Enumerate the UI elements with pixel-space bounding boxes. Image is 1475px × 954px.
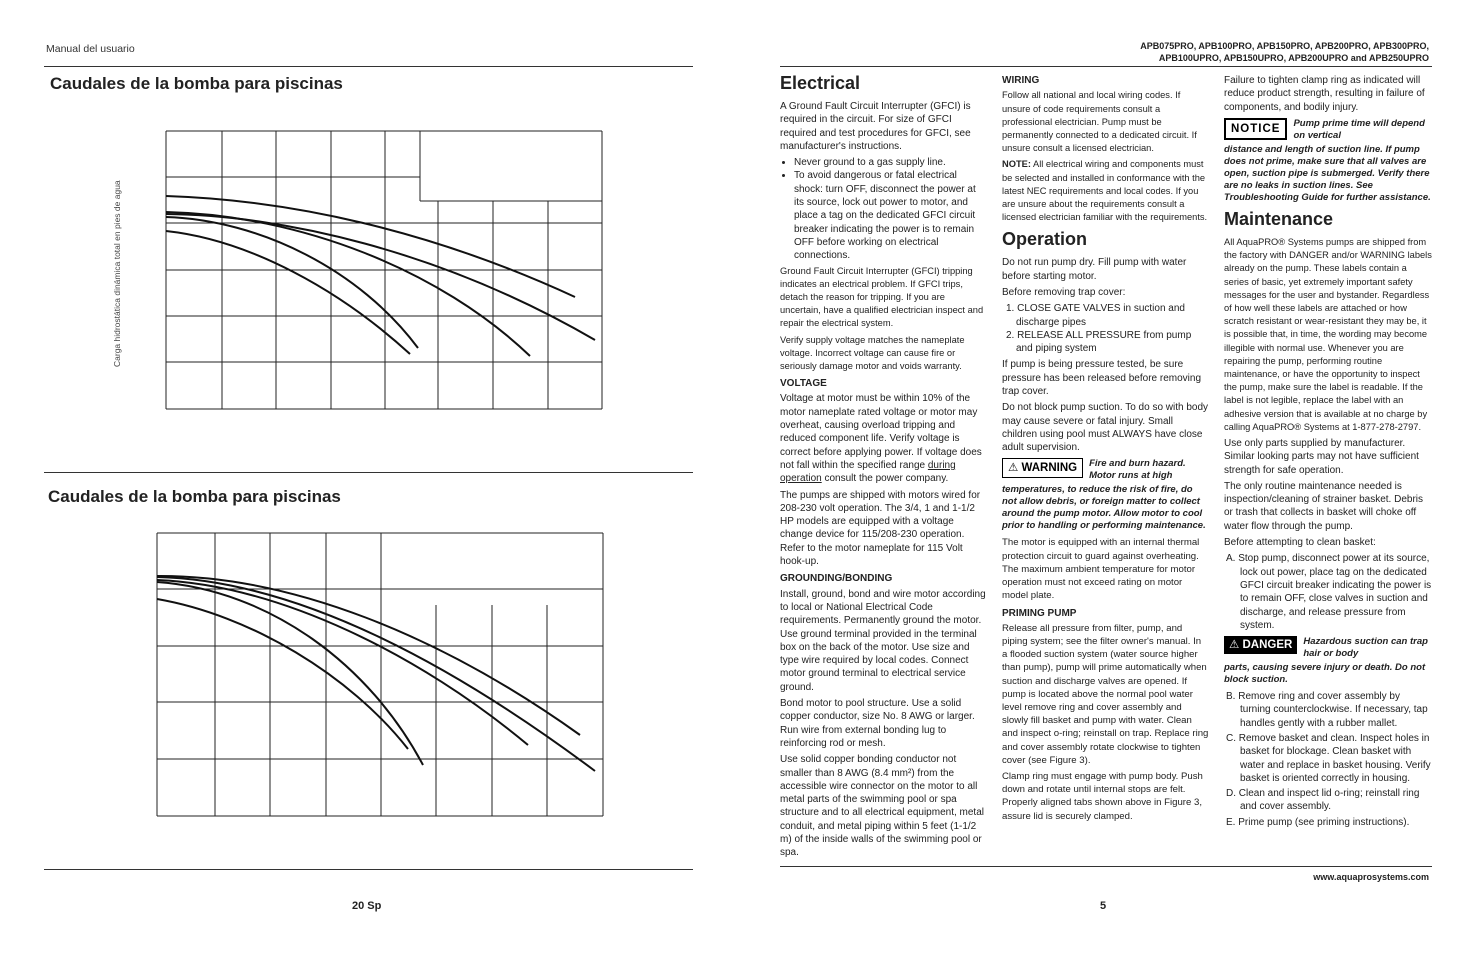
maint-step-c: C. Remove basket and clean. Inspect holes in basket for blockage. Clean basket with water and replace in basket housing. Verify basket is oriented correctly in housing. [1226,732,1431,784]
underline-during-operation: during operation [780,459,956,485]
para-op-dry: Do not run pump dry. Fill pump with water before starting motor. [1002,257,1187,282]
para-ground-3: Use solid copper bonding conductor not smaller than 8 AWG (8.4 mm²) from the accessible wire connector on the motor to all metal parts of the swimming pool or spa structure and to all electrical equipment, metal conduit, and metal piping within 5 feet (1-1/2 m) of the inside walls of the swimming pool or spa. [780,754,984,859]
heading-voltage: VOLTAGE [780,378,827,390]
para-note: NOTE: All electrical wiring and components must be selected and installed in conformance with the latest NEC requirements and local codes. If you are unsure about the requirements consult a licensed electrician familiar with the requirements. [1002,159,1208,223]
notice-head: Pump prime time will depend on vertical [1293,117,1425,141]
danger-text: parts, causing severe injury or death. Do not block suction. [1224,662,1426,686]
top-rule-right [780,66,1432,67]
heading-maintenance: Maintenance [1224,208,1334,229]
warning-box [1002,458,1209,482]
top-rule-left [44,66,693,67]
website-url: www.aquaprosystems.com [1313,872,1429,882]
bullet-shock: • To avoid dangerous or fatal electrical shock: turn OFF, disconnect the power at its source, lock out power to motor, and place a tag on the dedicated GFCI circuit breaker indicating the power is to remain OFF before working on electrical connections. [794,169,988,262]
column-wiring-operation [1002,74,1209,826]
para-ground-2: Bond motor to pool structure. Use a solid copper conductor, size No. 8 AWG or larger. Run wire from external bonding lug to reinforcing rod or mesh. [780,698,975,749]
heading-grounding: GROUNDING/BONDING [780,573,893,585]
bottom-rule-right [780,866,1432,867]
para-maint-basket: The only routine maintenance needed is inspection/cleaning of strainer basket. Debris or trash that collects in basket will choke off water flow through the pump. [1224,480,1423,532]
running-header-right [1140,40,1429,64]
chart1-y-axis-label: Carga hidrostática dinámica total en pies de agua [112,180,122,367]
chart1-curve-3 [166,212,530,356]
maint-step-b: B. Remove ring and cover assembly by turning counterclockwise. If necessary, tap handles gently with a rubber mallet. [1226,691,1428,729]
chart2-curve-5 [157,599,408,749]
warning-badge: ⚠ WARNING [1002,458,1083,478]
chart2-curve-2 [157,577,595,771]
para-gfci: A Ground Fault Circuit Interrupter (GFCI) is required in the circuit. For size of GFCI required and test procedures for GFCI, see manufacturer's instructions. [780,101,971,152]
para-voltage-2: The pumps are shipped with motors wired for 208-230 volt operation. The 3/4, 1 and 1-1/2 HP models are equipped with a voltage change device for 115/208-230 operation. Refer to the motor nameplate for 115 Volt hook-up. [780,489,981,568]
danger-head: Hazardous suction can trap hair or body [1303,636,1428,660]
para-wiring: Follow all national and local wiring codes. If unsure of code requirements consult a professional electrician. Pump must be permanently connected to a dedicated circuit. If unsure consult a licensed electrician. [1002,90,1197,154]
page-number-right: 5 [1100,900,1107,912]
maint-step-a: A. Stop pump, disconnect power at its source, lock out power, place tag on the dedicated GFCI circuit breaker indicating the power is to remain OFF, close valves in suction and discharge, and release pressure from system. [1226,553,1432,631]
para-ground-1: Install, ground, bond and wire motor according to local or National Electrical Code requirements. Permanently ground the motor. Use ground terminal provided in the terminal box on the back of the motor. Use size and type wire required by local codes. Connect motor ground terminal to electrical service ground. [780,588,986,693]
para-supply-voltage: Verify supply voltage matches the nameplate voltage. Incorrect voltage can cause fire or seriously damage motor and voids warranty. [780,334,965,371]
para-op-pressure: If pump is being pressure tested, be sure pressure has been released before removing trap cover. [1002,359,1202,397]
para-maint-before: Before attempting to clean basket: [1224,537,1376,549]
column-electrical [780,72,988,863]
electrical-bullets [780,156,988,262]
heading-wiring: WIRING [1002,75,1040,86]
chart2-plot [140,525,620,825]
running-header-left: Manual del usuario [46,43,135,55]
chart2-grid [157,533,603,816]
model-list-line-1: APB075PRO, APB100PRO, APB150PRO, APB200PRO, APB300PRO, [1140,41,1429,51]
maint-step-d: D. Clean and inspect lid o-ring; reinstall ring and cover assembly. [1226,788,1420,813]
chart1-grid [166,131,602,409]
heading-priming: PRIMING PUMP [1002,607,1077,619]
para-maint-parts: Use only parts supplied by manufacturer. Similar looking parts may not have sufficient strength for safe operation. [1224,437,1419,476]
chart2-curve-1 [157,576,580,735]
chart2-curve-4 [157,582,423,765]
chart2-curves [157,576,595,771]
para-voltage-1: Voltage at motor must be within 10% of the motor nameplate rated voltage or motor may overheat, causing overload tripping and reduced component life. Verify voltage is correct before applying power. If voltage does not fall within the specified range during operation consult the power company. [780,393,982,485]
para-op-before: Before removing trap cover: [1002,286,1126,298]
bottom-rule-left [44,869,693,870]
heading-electrical: Electrical [780,73,861,93]
chart1-plot [140,120,620,420]
notice-badge: NOTICE [1224,118,1287,140]
para-priming-2: Clamp ring must engage with pump body. Push down and rotate until internal stops are felt. Properly aligned tabs shown above in Figure 3, assure lid is securely clamped. [1002,771,1203,822]
chart2-title: Caudales de la bomba para piscinas [48,487,341,506]
op-list-1: 1. CLOSE GATE VALVES in suction and discharge pipes [1006,303,1185,328]
para-thermal: The motor is equipped with an internal thermal protection circuit to guard against overheating. The maximum ambient temperature for motor operation must not exceed rating on motor model plate. [1002,537,1200,602]
chart1-curve-1 [166,196,575,297]
bullet-gas: • Never ground to a gas supply line. [794,156,988,169]
danger-box [1224,636,1432,660]
chart1-curve-5 [166,231,410,354]
model-list-line-2: APB100UPRO, APB150UPRO, APB200UPRO and APB250UPRO [1158,53,1429,63]
warning-head: Fire and burn hazard. Motor runs at high [1089,458,1186,482]
op-list-2: 2. RELEASE ALL PRESSURE from pump and piping system [1006,329,1192,355]
chart1-curves [166,196,595,356]
para-maint-labels: All AquaPRO® Systems pumps are shipped from the factory with DANGER and/or WARNING labels already on the pump. These labels contain a series of basic, yet extremely important safety messages for the user and bystander. Regardless of how well these labels are attached or how scratch resistant or wear-resistant they may be, it is possible that, in time, the wording may become illegible with normal use. Whenever you are repairing the pump, performing routine maintenance, or have the opportunity to inspect the pump, make sure the label is readable. If the label is not legible, replace the label with an adhesive version that is available at no charge by calling AquaPRO® Systems at 1-877-278-2797. [1224,236,1432,432]
heading-operation: Operation [1002,229,1088,250]
notice-text: distance and length of suction line. If pump does not prime, make sure that all valves are open, suction pipe is submerged. Verify there are no leaks in suction lines. See Troubleshooting Guide for further assistance. [1224,143,1431,203]
maint-step-e: E. Prime pump (see priming instructions). [1226,816,1410,828]
danger-badge: ⚠ DANGER [1224,636,1297,654]
para-priming-1: Release all pressure from filter, pump, and piping system; see the filter owner's manual. In a flooded suction system (water source higher than pump), pump will prime automatically when suction and discharge valves are opened. If pump is located above the normal pool water level remove ring and cover assembly and slowly fill basket and pump with water. Clean and inspect o-ring; reinstall on trap. Replace ring and cover assembly rotate clockwise to tighten cover (see Figure 3). [1002,622,1209,766]
notice-box [1224,118,1432,142]
para-gfci-trip: Ground Fault Circuit Interrupter (GFCI) tripping indicates an electrical problem. If GFCI trips, detach the reason for tripping. If you are uncertain, have a qualified electrician inspect and repair the electrical system. [780,265,984,329]
column-maintenance [1224,74,1432,829]
para-op-block: Do not block pump suction. To do so with body may cause severe or fatal injury. Small children using pool must ALWAYS have close adult supervision. [1002,402,1209,454]
chart1-title: Caudales de la bomba para piscinas [50,74,343,93]
warning-text: temperatures, to reduce the risk of fire, do not allow debris, or foreign matter to collect around the pump motor. Allow motor to cool prior to handling or performing maintenance. [1002,484,1206,532]
mid-rule-left [44,472,693,473]
para-clamp: Failure to tighten clamp ring as indicated will reduce product strength, resulting in failure of components, and bodily injury. [1224,75,1425,113]
page-number-left: 20 Sp [352,900,382,912]
